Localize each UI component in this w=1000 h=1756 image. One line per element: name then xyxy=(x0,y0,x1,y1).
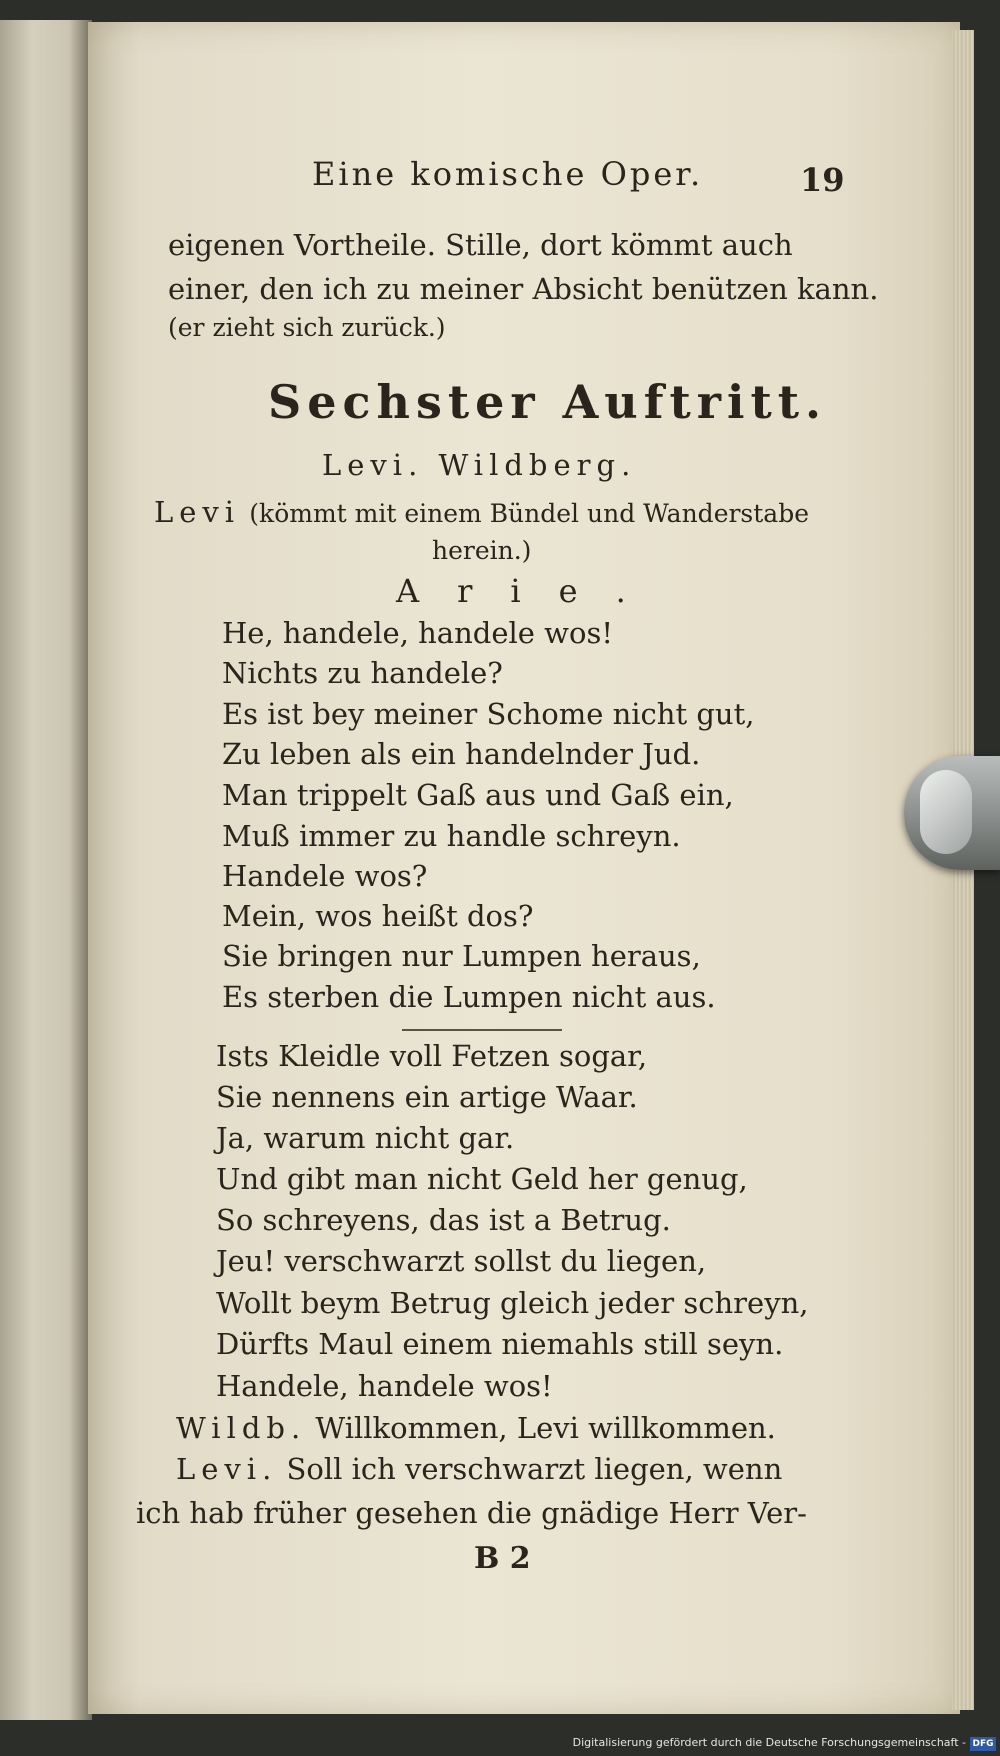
running-header: Eine komische Oper. xyxy=(312,155,704,193)
verse-line: Zu leben als ein handelnder Jud. xyxy=(222,737,701,771)
footer-credit: Digitalisierung gefördert durch die Deutsche Forschungsgemeinschaft - xyxy=(572,1736,966,1749)
divider-rule xyxy=(402,1029,562,1031)
page-number: 19 xyxy=(800,161,845,199)
verse-line: Handele, handele wos! xyxy=(216,1369,553,1403)
verse-line: Und gibt man nicht Geld her genug, xyxy=(216,1162,748,1196)
speaker-name: Levi. xyxy=(176,1452,278,1486)
verse-line: Jeu! verschwarzt sollst du liegen, xyxy=(216,1244,707,1278)
verse-line: So schreyens, das ist a Betrug. xyxy=(216,1203,671,1237)
dfg-logo-icon: DFG xyxy=(970,1737,996,1751)
verse-line: Sie bringen nur Lumpen heraus, xyxy=(222,939,701,973)
footer-bar xyxy=(0,1733,1000,1756)
verse-line: Es sterben die Lumpen nicht aus. xyxy=(222,980,716,1014)
dialogue-line xyxy=(176,1452,782,1486)
verse-line: Man trippelt Gaß aus und Gaß ein, xyxy=(222,778,734,812)
verse-line: Nichts zu handele? xyxy=(222,656,503,690)
verse-line: Mein, wos heißt dos? xyxy=(222,899,534,933)
section-title: Sechster Auftritt. xyxy=(268,375,827,429)
verse-line: Muß immer zu handle schreyn. xyxy=(222,819,681,853)
character-list: Levi. Wildberg. xyxy=(322,448,637,482)
speaker-name: Wildb. xyxy=(176,1411,307,1445)
stage-direction-text: herein.) xyxy=(432,536,532,565)
dialogue-text: Willkommen, Levi willkommen. xyxy=(315,1411,776,1445)
verse-line: Sie nennens ein artige Waar. xyxy=(216,1080,638,1114)
speaker-name: Levi xyxy=(154,495,241,529)
text-line: eigenen Vortheile. Stille, dort kömmt auch xyxy=(168,228,793,262)
aria-title: Arie. xyxy=(396,572,664,610)
verse-line: He, handele, handele wos! xyxy=(222,616,613,650)
dialogue-text: Soll ich verschwarzt liegen, wenn xyxy=(286,1452,783,1486)
verse-line: Wollt beym Betrug gleich jeder schreyn, xyxy=(216,1286,809,1320)
signature-mark: B 2 xyxy=(474,1541,531,1576)
page-fore-edge xyxy=(952,30,974,1710)
verse-line: Ists Kleidle voll Fetzen sogar, xyxy=(216,1039,648,1073)
stage-direction-text: (kömmt mit einem Bündel und Wanderstabe xyxy=(249,499,810,528)
book-left-page-edge xyxy=(0,20,92,1720)
stage-direction-line xyxy=(154,495,809,529)
verse-line: Dürfts Maul einem niemahls still seyn. xyxy=(216,1327,784,1361)
dialogue-line xyxy=(176,1411,776,1445)
text-line: einer, den ich zu meiner Absicht benützen kann. xyxy=(168,272,879,306)
dialogue-continuation: ich hab früher gesehen die gnädige Herr Ver- xyxy=(136,1496,807,1530)
verse-line: Handele wos? xyxy=(222,859,428,893)
verse-line: Ja, warum nicht gar. xyxy=(216,1121,515,1155)
verse-line: Es ist bey meiner Schome nicht gut, xyxy=(222,697,755,731)
text-line: (er zieht sich zurück.) xyxy=(168,313,446,342)
